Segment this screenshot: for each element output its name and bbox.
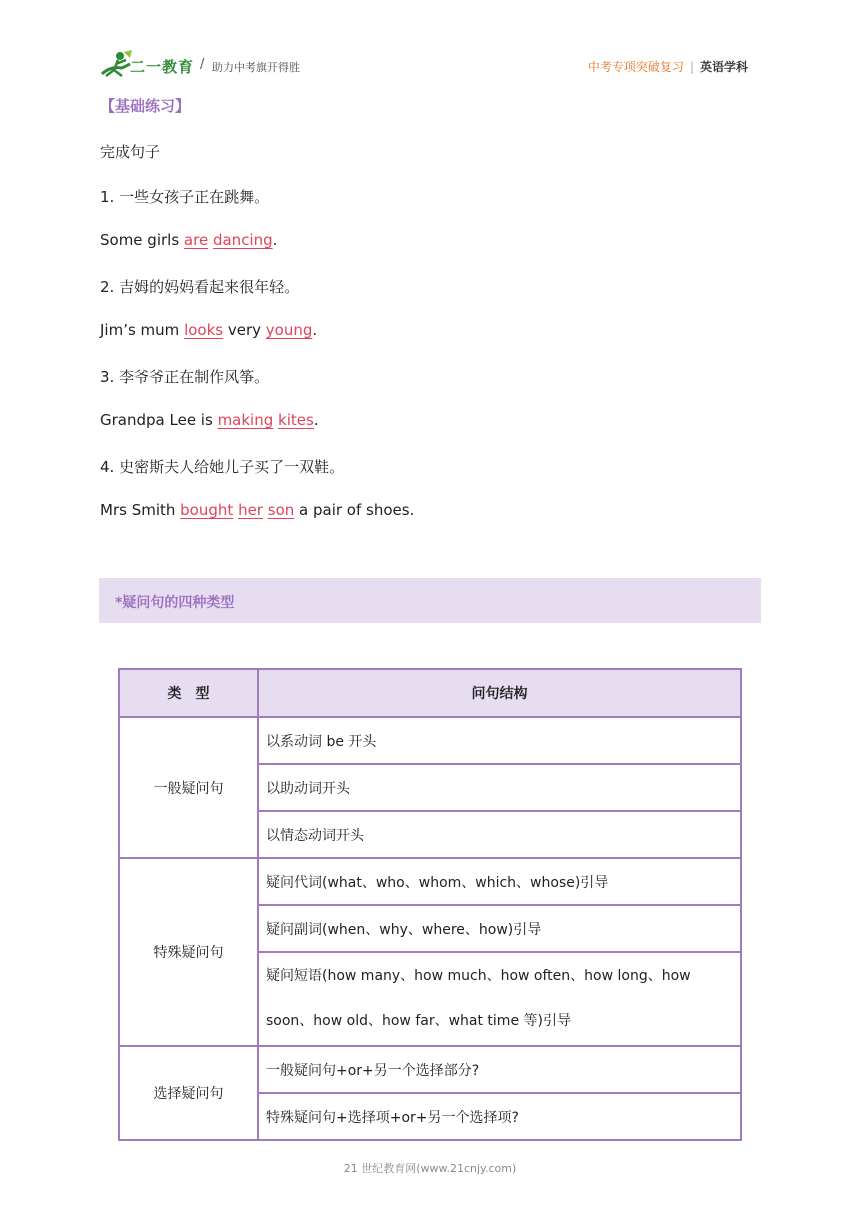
answer-sentence <box>100 501 414 519</box>
page-header <box>0 0 860 90</box>
sentence-text: . <box>313 411 319 429</box>
sentence-text: . <box>312 321 318 339</box>
structure-cell: 疑问短语(how many、how much、how often、how long、how soon、how old、how far、what time 等)引导 <box>258 952 741 1046</box>
structure-cell: 疑问副词(when、why、where、how)引导 <box>258 905 741 952</box>
question-prompt: 3. 李爷爷正在制作风筝。 <box>100 368 270 386</box>
brand-name: 二一教育 <box>130 58 195 76</box>
sentence-text: a pair of shoes. <box>294 501 415 519</box>
answer-word: bought <box>180 501 234 519</box>
structure-cell: 特殊疑问句+选择项+or+另一个选择项? <box>258 1093 741 1140</box>
sentence-text: Grandpa Lee is <box>100 411 218 429</box>
header-type: 类 型 <box>119 669 258 717</box>
answer-word: looks <box>184 321 224 339</box>
page-footer: 21 世纪教育网(www.21cnjy.com) <box>343 1162 517 1175</box>
sentence-text: Jim’s mum <box>100 321 185 339</box>
section-band <box>99 578 761 623</box>
sentence-text: very <box>223 321 266 339</box>
structure-cell: 以情态动词开头 <box>258 811 741 858</box>
structure-cell: 一般疑问句+or+另一个选择部分? <box>258 1046 741 1093</box>
table-row <box>119 858 741 905</box>
header-divider: | <box>689 60 694 74</box>
band-title: *疑问句的四种类型 <box>115 595 235 611</box>
type-cell: 特殊疑问句 <box>119 858 258 1046</box>
section-title: 【基础练习】 <box>100 97 191 115</box>
type-cell: 选择疑问句 <box>119 1046 258 1140</box>
sentence-text: Mrs Smith <box>100 501 181 519</box>
answer-word: dancing <box>212 231 273 249</box>
answer-sentence <box>100 231 277 249</box>
answer-word: kites <box>278 411 314 429</box>
question-types-table <box>118 668 742 1141</box>
answer-sentence <box>100 321 317 339</box>
answer-word: making <box>217 411 274 429</box>
structure-cell: 以助动词开头 <box>258 764 741 811</box>
type-cell: 一般疑问句 <box>119 717 258 858</box>
answer-sentence <box>100 411 319 429</box>
header-subject: 英语学科 <box>699 60 748 74</box>
header-topic: 中考专项突破复习 <box>587 60 684 74</box>
brand-slogan: 助力中考旗开得胜 <box>212 61 300 74</box>
sentence-text: . <box>272 231 278 249</box>
answer-word: are <box>183 231 209 249</box>
question-prompt: 2. 吉姆的妈妈看起来很年轻。 <box>100 278 300 296</box>
table-header-row <box>119 669 741 717</box>
structure-cell: 疑问代词(what、who、whom、which、whose)引导 <box>258 858 741 905</box>
answer-word: her <box>238 501 263 519</box>
brand-separator: / <box>200 57 205 72</box>
header-meta <box>588 58 748 75</box>
table-row <box>119 1046 741 1093</box>
answer-word: young <box>265 321 313 339</box>
header-structure: 问句结构 <box>258 669 741 717</box>
sentence-text: Some girls <box>100 231 184 249</box>
structure-cell: 以系动词 be 开头 <box>258 717 741 764</box>
question-prompt: 1. 一些女孩子正在跳舞。 <box>100 188 270 206</box>
table-row <box>119 717 741 764</box>
answer-word: son <box>267 501 295 519</box>
instruction: 完成句子 <box>100 143 161 161</box>
question-prompt: 4. 史密斯夫人给她儿子买了一双鞋。 <box>100 458 345 476</box>
